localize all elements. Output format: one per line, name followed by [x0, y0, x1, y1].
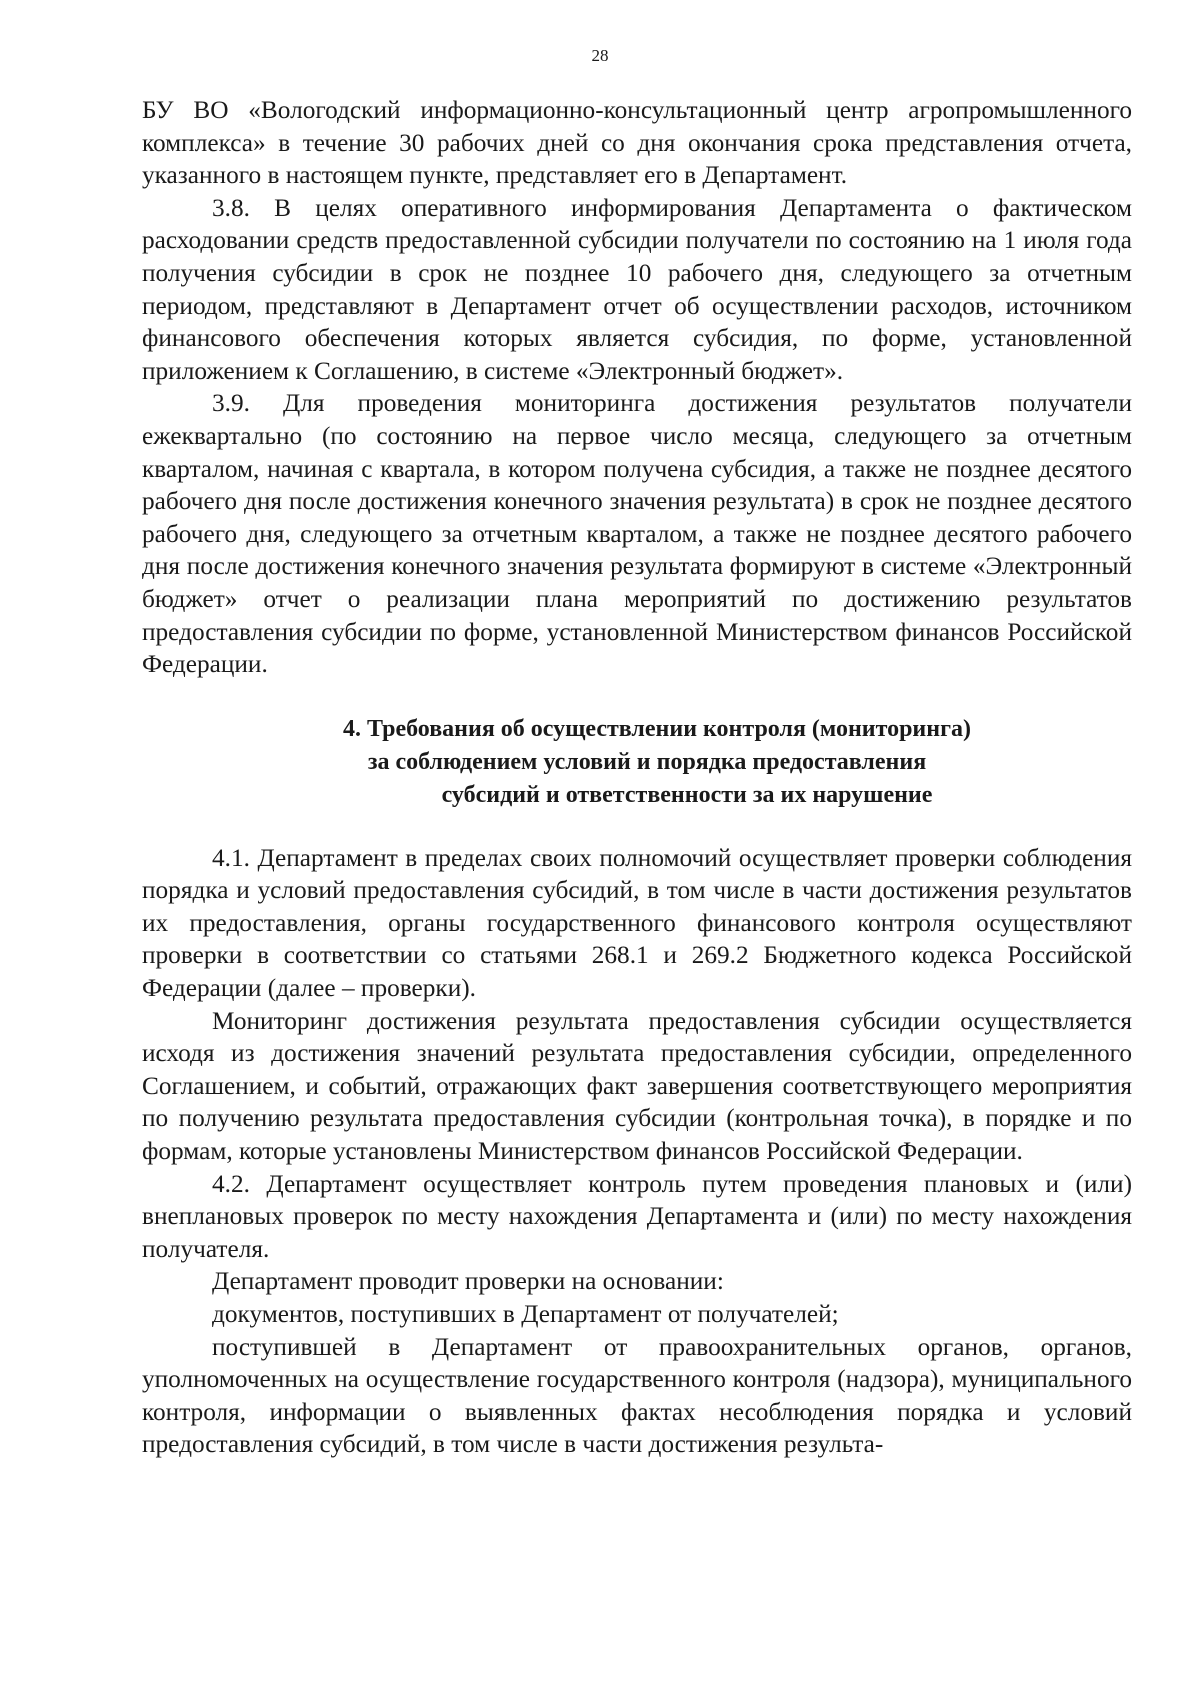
paragraph: Департамент проводит проверки на основании:	[212, 1267, 724, 1296]
page-number: 28	[591, 46, 609, 65]
paragraph: БУ ВО «Вологодский информационно-консультационный центр агропромышленного комплекса» в течение 30 рабочих дней со дня окончания срока представления отчета, указанного в настоящем пункте, представляет его в Департамент.	[142, 96, 1132, 190]
paragraph: документов, поступивших в Департамент от получателей;	[212, 1300, 839, 1328]
paragraph-3-9: 3.9. Для проведения мониторинга достижения результатов получатели ежеквартально (по состоянию на первое число месяца, следующего за отчетным кварталом, начиная с квартала, в котором получена субсидия, а также не позднее десятого рабочего дня после достижения конечного значения результата) в срок не позднее десятого рабочего дня, следующего за отчетным кварталом, а также не позднее десятого рабочего дня после достижения конечного значения результата формируют в системе «Электронный бюджет» отчет о реализации плана мероприятий по достижению результатов предоставления субсидии по форме, установленной Министерством финансов Российской Федерации.	[142, 389, 1132, 679]
paragraph: поступившей в Департамент от правоохранительных органов, органов, уполномоченных на осуществление государственного контроля (надзора), муниципального контроля, информации о выявленных фактах несоблюдения порядка и условий предоставления субсидий, в том числе в части достижения результа-	[142, 1332, 1132, 1459]
paragraph-4-1: 4.1. Департамент в пределах своих полномочий осуществляет проверки соблюдения порядка и условий предоставления субсидий, в том числе в части достижения результатов их предоставления, органы государственного финансового контроля осуществляют проверки в соответствии со статьями 268.1 и 269.2 Бюджетного кодекса Российской Федерации (далее – проверки).	[142, 843, 1132, 1003]
paragraph: Мониторинг достижения результата предоставления субсидии осуществляется исходя из достижения значений результата предоставления субсидии, определенного Соглашением, и событий, отражающих факт завершения соответствующего мероприятия по получению результата предоставления субсидии (контрольная точка), в порядке и по формам, которые установлены Министерством финансов Российской Федерации.	[142, 1006, 1132, 1166]
section-heading	[142, 713, 1132, 812]
section-heading-line: за соблюдением условий и порядка предоставления	[367, 748, 927, 775]
section-heading-line: субсидий и ответственности за их нарушение	[441, 781, 933, 808]
section-heading-line: 4. Требования об осуществлении контроля (мониторинга)	[343, 715, 971, 742]
paragraphs-bottom	[142, 842, 1132, 1461]
paragraph-4-2: 4.2. Департамент осуществляет контроль путем проведения плановых и (или) внеплановых проверок по месту нахождения Департамента и (или) по месту нахождения получателя.	[142, 1169, 1132, 1263]
paragraph-3-8: 3.8. В целях оперативного информирования Департамента о фактическом расходовании средств предоставленной субсидии получатели по состоянию на 1 июля года получения субсидии в срок не позднее 10 рабочего дня, следующего за отчетным периодом, представляют в Департамент отчет об осуществлении расходов, источником финансового обеспечения которых является субсидия, по форме, установленной приложением к Соглашению, в системе «Электронный бюджет».	[142, 193, 1132, 385]
paragraphs-top	[142, 94, 1132, 681]
document-body	[142, 94, 1132, 1461]
